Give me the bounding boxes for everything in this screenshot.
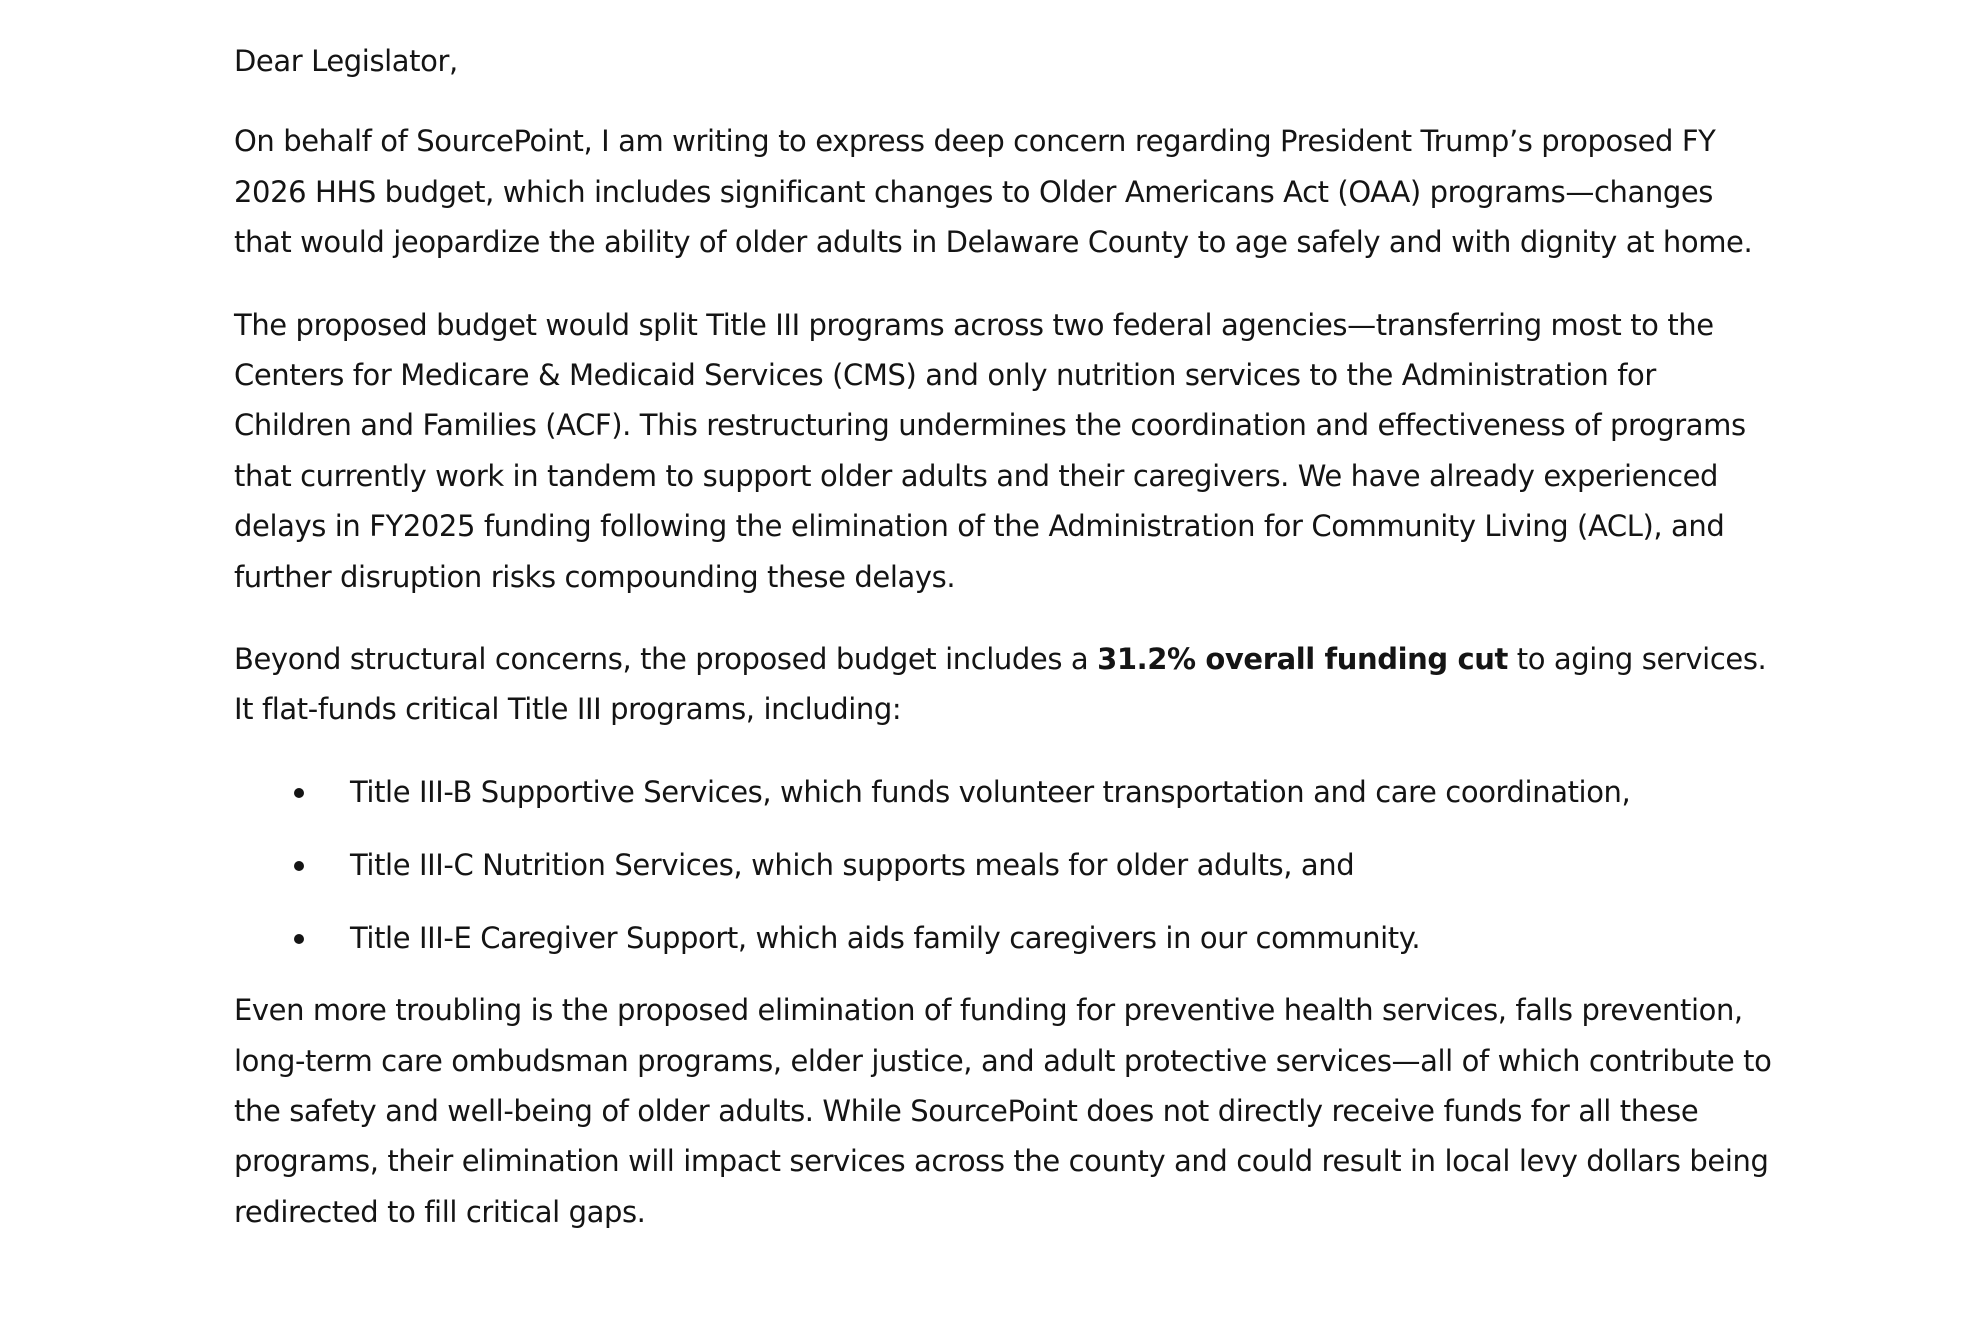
list-item xyxy=(234,767,1774,817)
list-item xyxy=(234,840,1774,890)
bullet-icon xyxy=(294,861,304,871)
list-item xyxy=(234,913,1774,963)
list-item-text: Title III-B Supportive Services, which funds volunteer transportation and care coordination, xyxy=(350,774,1631,809)
funding-cut-text-after: to aging services. It flat-funds critical Title III programs, including: xyxy=(234,642,1767,727)
paragraph-eliminations: Even more troubling is the proposed elimination of funding for preventive health services, falls prevention, long-term care ombudsman programs, elder justice, and adult protective services—all of which contribute to the safety and well-being of older adults. While SourcePoint does not directly receive funds for all these programs, their elimination will impact services across the county and could result in local levy dollars being redirected to fill critical gaps. xyxy=(234,993,1772,1229)
paragraph-concern: On behalf of SourcePoint, I am writing to express deep concern regarding President Trump’s proposed FY 2026 HHS budget, which includes significant changes to Older Americans Act (OAA) programs—changes that would jeopardize the ability of older adults in Delaware County to age safely and with dignity at home. xyxy=(234,124,1753,260)
list-item-text: Title III-C Nutrition Services, which supports meals for older adults, and xyxy=(350,847,1355,882)
funding-cut-text-before: Beyond structural concerns, the proposed budget includes a xyxy=(234,642,1098,677)
letter-body xyxy=(234,36,1774,1269)
bullet-icon xyxy=(294,934,304,944)
paragraph-restructuring: The proposed budget would split Title III programs across two federal agencies—transferring most to the Centers for Medicare & Medicaid Services (CMS) and only nutrition services to the Administration for Children and Families (ACF). This restructuring undermines the coordination and effectiveness of programs that currently work in tandem to support older adults and their caregivers. We have already experienced delays in FY2025 funding following the elimination of the Administration for Community Living (ACL), and further disruption risks compounding these delays. xyxy=(234,307,1746,594)
salutation: Dear Legislator, xyxy=(234,44,458,78)
funding-cut-emphasis: 31.2% overall funding cut xyxy=(1097,642,1508,677)
title-iii-program-list xyxy=(234,767,1774,963)
bullet-icon xyxy=(294,788,304,798)
list-item-text: Title III-E Caregiver Support, which aids family caregivers in our community. xyxy=(350,920,1421,955)
paragraph-funding-cut xyxy=(234,634,1774,735)
